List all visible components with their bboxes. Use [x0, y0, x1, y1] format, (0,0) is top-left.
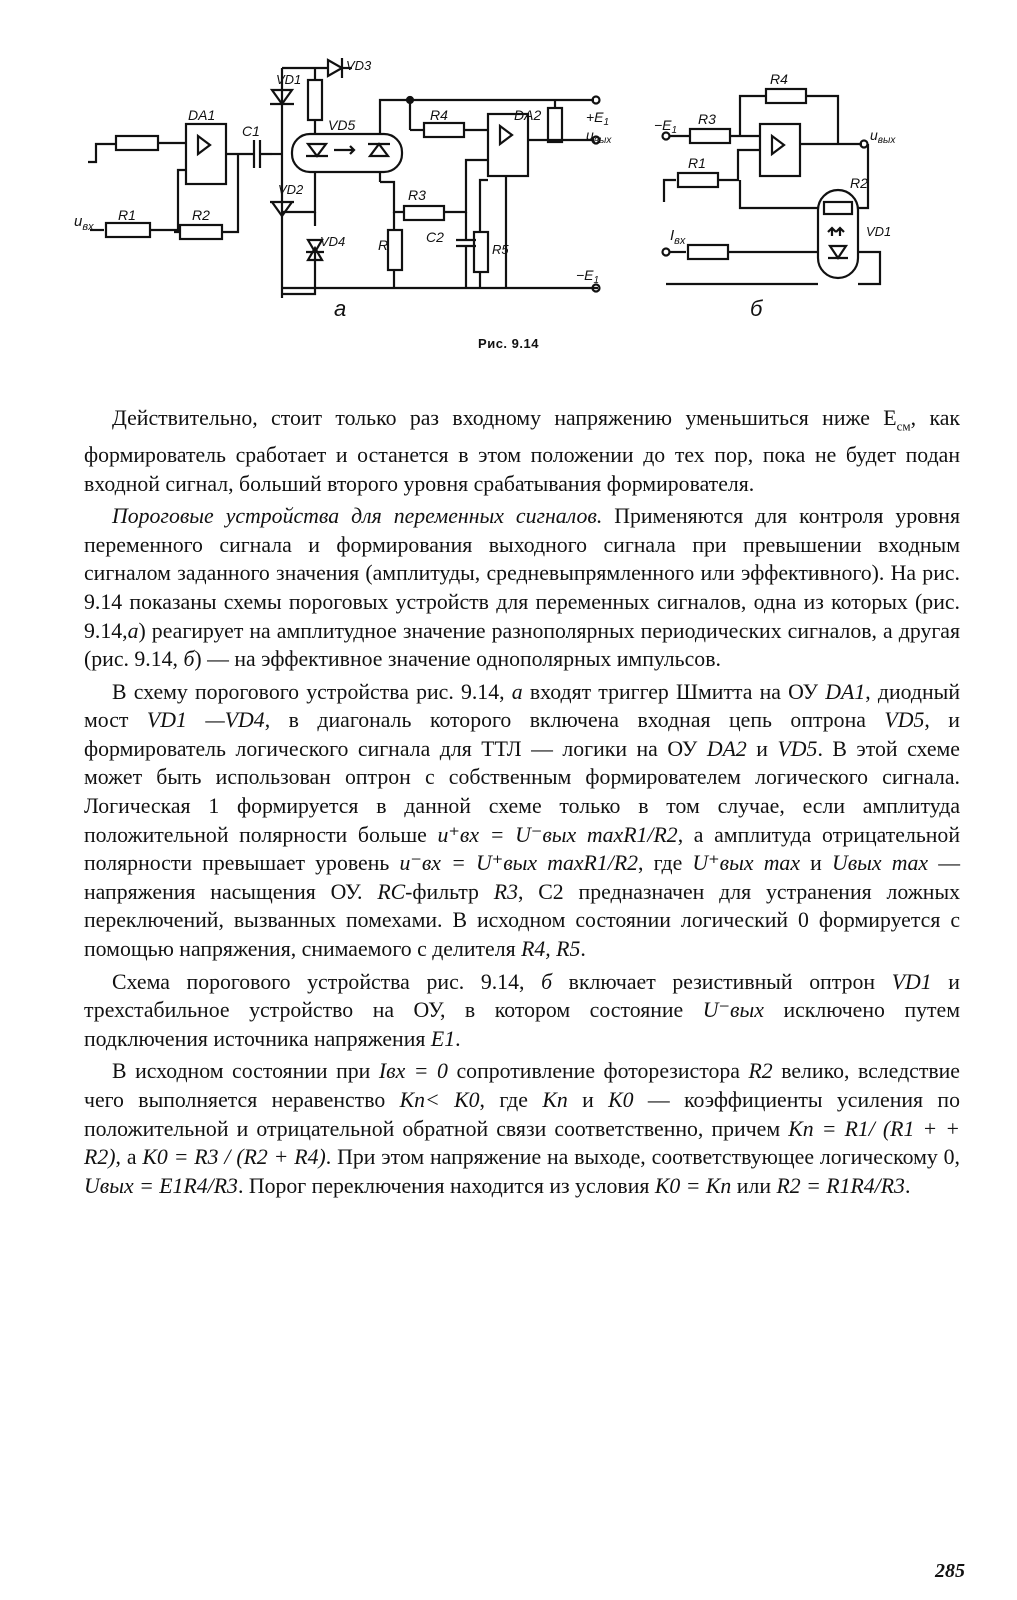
- circuit-a: [88, 58, 600, 298]
- paragraph-1: Действительно, стоит только раз входному напряжению уменьшиться ниже $E_{см}$, как формирователь сработает и останется в этом положении до тех пор, пока не будет подан входной сигнал, больший второго уровня срабатывания формирователя.: [84, 406, 960, 496]
- b-opamp: [760, 124, 800, 176]
- label-uin: $u_{вх}$: [74, 213, 94, 233]
- label-b-minus-e1: $-E_1$: [654, 117, 678, 136]
- label-b-r1: R1: [688, 155, 706, 171]
- paragraph-heading: Пороговые устройства для переменных сигналов.: [112, 504, 603, 529]
- figure-caption: Рис. 9.14: [478, 336, 539, 351]
- da2-opamp: [488, 114, 528, 176]
- label-da2: DA2: [514, 107, 542, 123]
- label-minus-e1-a: $-E_1$: [576, 267, 600, 286]
- subfig-label-b: б: [750, 296, 763, 321]
- da1-opamp: [186, 124, 226, 184]
- circuit-diagram: [70, 40, 950, 370]
- circuit-figure: [70, 40, 950, 370]
- body-text: [84, 404, 960, 1204]
- page-number: 285: [935, 1560, 965, 1582]
- label-vd5: VD5: [328, 117, 356, 133]
- label-b-vd1: VD1: [866, 224, 892, 239]
- label-plus-e1: $+E_1$: [586, 109, 610, 128]
- label-r4: R4: [430, 107, 448, 123]
- paragraph-3: В схему порогового устройства рис. 9.14, а входят триггер Шмитта на ОУ DA1, диодный мост VD1 —VD4, в диагональ которого включена входная цепь оптрона VD5, и формирователь логического сигнала для ТТЛ — логики на ОУ DA2 и VD5. В этой схеме может быть использован оптрон с собственным формирователем логического сигнала. Логическая 1 формируется в данной схеме только в том случае, если амплитуда положительной полярности больше u⁺вх = U⁻вых maxR1/R2, а амплитуда отрицательной полярности превышает уровень u⁻вх = U⁺вых maxR1/R2, где U⁺вых max и Uвых max — напряжения насыщения ОУ. RC-фильтр R3, С2 предназначен для устранения ложных переключений, вызванных помехами. В исходном состоянии логический 0 формируется с помощью напряжения, снимаемого с делителя R4, R5.: [84, 679, 960, 962]
- label-b-r3: R3: [698, 111, 716, 127]
- label-b-r4: R4: [770, 71, 788, 87]
- paragraph-4: Схема порогового устройства рис. 9.14, б включает резистивный оптрон VD1 и трехстабильное устройство на ОУ, в котором состояние U⁻вых исключено путем подключения источника напряжения E1.: [84, 969, 960, 1051]
- circuit-b: [663, 89, 881, 284]
- label-b-r2: R2: [850, 175, 868, 191]
- label-c2: C2: [426, 229, 444, 245]
- label-r: R: [378, 237, 389, 253]
- label-vd2: VD2: [278, 182, 304, 197]
- label-r1: R1: [118, 207, 136, 223]
- label-c1: C1: [242, 123, 260, 139]
- label-b-uout: $u_{вых}$: [870, 127, 896, 146]
- paragraph-2: Пороговые устройства для переменных сигналов. Применяются для контроля уровня переменного сигнала и формирования выходного сигнала при превышении входным сигналом заданного значения (амплитуды, средневыпрямленного или эффективного). На рис. 9.14 показаны схемы пороговых устройств для переменных сигналов, одна из которых (рис. 9.14,а) реагирует на амплитудное значение разнополярных периодических сигналов, а другая (рис. 9.14, б) — на эффективное значение однополярных импульсов.: [84, 504, 960, 672]
- label-r3: R3: [408, 187, 426, 203]
- label-r2: R2: [192, 207, 210, 223]
- label-vd4: VD4: [320, 234, 346, 249]
- label-b-iin: $I_{вх}$: [670, 227, 686, 247]
- label-vd3: VD3: [346, 58, 372, 73]
- subfig-label-a: а: [334, 296, 347, 321]
- label-da1: DA1: [188, 107, 216, 123]
- label-r5: R5: [492, 242, 509, 257]
- paragraph-5: В исходном состоянии при Iвх = 0 сопротивление фоторезистора R2 велико, вследствие чего выполняется неравенство Kп< K0, где Kп и K0 — коэффициенты усиления по положительной и отрицательной обратной связи соответственно, причем Kп = R1/ (R1 + + R2), а K0 = R3 / (R2 + R4). При этом напряжение на выходе, соответствующее логическому 0, Uвых = E1R4/R3. Порог переключения находится из условия K0 = Kп или R2 = R1R4/R3.: [84, 1059, 960, 1198]
- label-uout-a: $u_{вых}$: [586, 127, 612, 146]
- label-vd1: VD1: [276, 72, 302, 87]
